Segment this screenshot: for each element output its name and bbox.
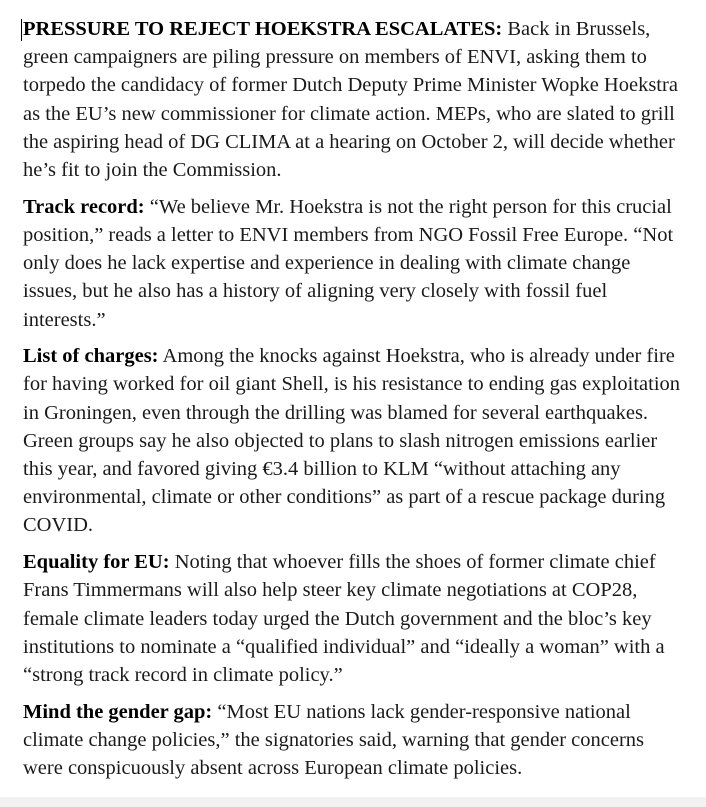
article-body[interactable]: [23, 15, 683, 791]
paragraph-list-of-charges: [23, 342, 683, 539]
paragraph-lead: Mind the gender gap:: [23, 700, 213, 723]
paragraph-equality-for-eu: [23, 548, 683, 689]
paragraph-lead: List of charges:: [23, 345, 159, 368]
paragraph-text: “Most EU nations lack gender-responsive national climate change policies,” the signatories said, warning that gender concerns were conspicuously absent across European climate policies.: [23, 700, 645, 780]
paragraph-mind-the-gender-gap: [23, 698, 683, 783]
paragraph-text: Among the knocks against Hoekstra, who is already under fire for having worked for oil giant Shell, is his resistance to ending gas exploitation in Groningen, even through the drilling was blamed for several earthquakes. Green groups say he also objected to plans to slash nitrogen emissions earlier this year, and favored giving €3.4 billion to KLM “without attaching any environmental, climate or other conditions” as part of a rescue package during COVID.: [23, 345, 681, 537]
paragraph-lead: Equality for EU:: [23, 551, 170, 574]
paragraph-pressure-to-reject: [23, 15, 683, 184]
paragraph-text: “We believe Mr. Hoekstra is not the right person for this crucial position,” reads a letter to ENVI members from NGO Fossil Free Europe. “Not only does he lack expertise and experience in dealing with climate change issues, but he also has a history of aligning very closely with fossil fuel interests.”: [23, 195, 674, 331]
paragraph-track-record: [23, 193, 683, 334]
paragraph-text: Back in Brussels, green campaigners are piling pressure on members of ENVI, asking them to torpedo the candidacy of former Dutch Deputy Prime Minister Wopke Hoekstra as the EU’s new commissioner for climate action. MEPs, who are slated to grill the aspiring head of DG CLIMA at a hearing on October 2, will decide whether he’s fit to join the Commission.: [23, 18, 678, 182]
paragraph-lead: PRESSURE TO REJECT HOEKSTRA ESCALATES:: [23, 18, 503, 40]
paragraph-text: Noting that whoever fills the shoes of former climate chief Frans Timmermans will also help steer key climate negotiations at COP28, female climate leaders today urged the Dutch government and the bloc’s key institutions to nominate a “qualified individual” and “ideally a woman” with a “strong track record in climate policy.”: [23, 551, 665, 686]
paragraph-lead: Track record:: [23, 195, 145, 218]
text-cursor: [21, 19, 22, 41]
